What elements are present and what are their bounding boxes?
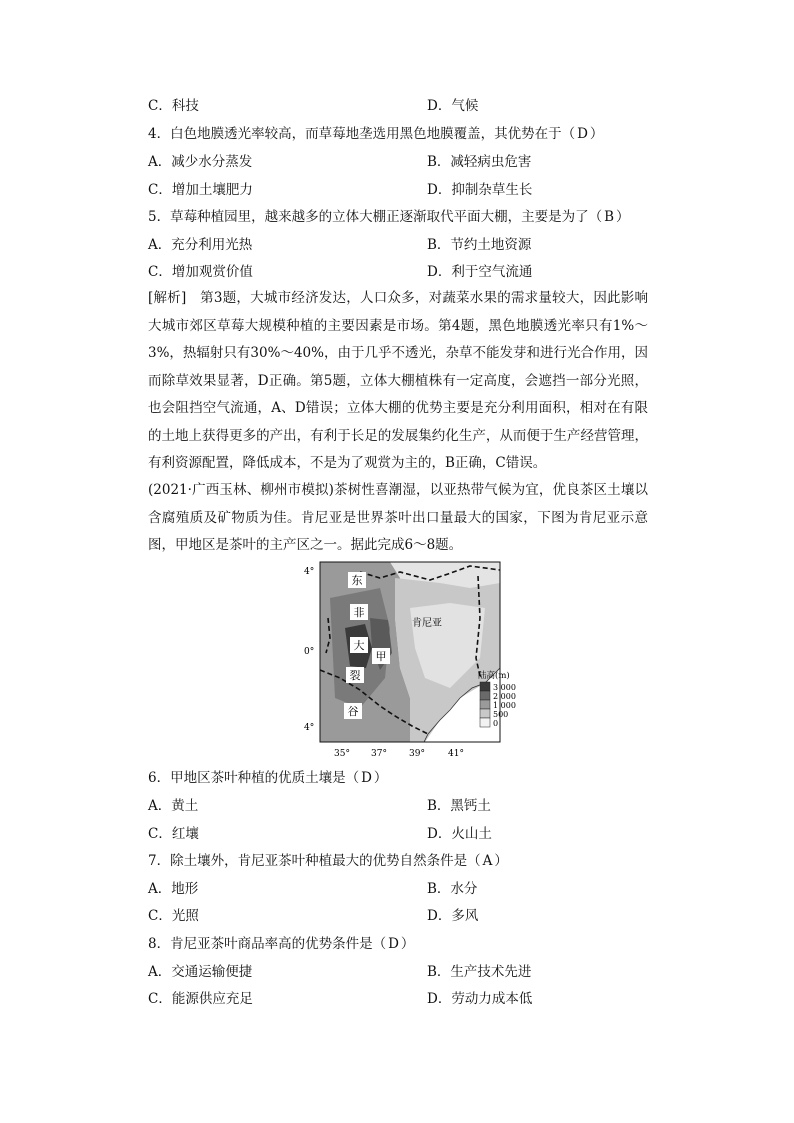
question-5-close: ）	[616, 209, 630, 225]
q6-option-d: D．火山土	[427, 826, 492, 842]
question-5-stem: 5．草莓种植园里，越来越多的立体大棚正逐渐取代平面大棚，主要是为了（	[148, 209, 603, 225]
kenya-label: 肯尼亚	[412, 618, 442, 629]
intro-paragraph: (2021·广西玉林、柳州市模拟)茶树性喜潮湿，以亚热带气候为宜，优良茶区土壤以含腐殖质及矿物质为佳。肯尼亚是世界茶叶出口量最大的国家，下图为肯尼亚示意图，甲地区是茶叶的主产区之一。据此完成6～8题。	[148, 482, 648, 553]
question-8	[148, 934, 414, 954]
lon-label-41: 41°	[448, 749, 464, 759]
q8-option-a: A．交通运输便捷	[148, 964, 253, 980]
lat-label-4n: 4°	[304, 567, 315, 577]
question-6-stem: 6．甲地区茶叶种植的优质土壤是（	[148, 770, 360, 786]
q8-option-b: B．生产技术先进	[427, 964, 532, 980]
q5-option-b: B．节约土地资源	[427, 237, 532, 253]
question-6	[148, 768, 387, 788]
q4-option-a: A．减少水分蒸发	[148, 154, 253, 170]
q5-option-c: C．增加观赏价值	[148, 264, 253, 280]
question-7-stem: 7．除土壤外，肯尼亚茶叶种植最大的优势自然条件是（	[148, 853, 481, 869]
rift-char-1: 东	[351, 574, 363, 587]
legend-swatch-1000	[480, 700, 490, 709]
legend-label-0: 0	[493, 719, 499, 728]
lat-label-0: 0°	[304, 647, 315, 657]
q4-option-b: B．减轻病虫危害	[427, 154, 532, 170]
lon-label-37: 37°	[371, 749, 387, 759]
question-6-close: ）	[373, 770, 388, 786]
q7-option-b: B．水分	[427, 881, 478, 897]
legend-label-500: 500	[493, 710, 509, 719]
rift-char-3: 大	[353, 639, 365, 652]
question-8-stem: 8．肯尼亚茶叶商品率高的优势条件是（	[148, 936, 387, 952]
question-4	[148, 124, 603, 144]
question-4-answer: D	[577, 126, 588, 142]
q8-option-d: D．劳动力成本低	[427, 991, 533, 1007]
legend-swatch-3000	[480, 682, 490, 691]
q4-option-d: D．抑制杂草生长	[427, 182, 533, 198]
q8-option-c: C．能源供应充足	[148, 991, 253, 1007]
legend-swatch-2000	[480, 691, 490, 700]
legend-label-3000: 3 000	[493, 683, 516, 692]
question-4-close: ）	[589, 126, 604, 142]
legend-title: 陆高(m)	[478, 671, 510, 681]
lon-label-39: 39°	[409, 749, 425, 759]
q6-option-b: B．黑钙土	[427, 798, 491, 814]
question-8-close: ）	[400, 936, 415, 952]
question-8-answer: D	[388, 936, 399, 952]
legend	[480, 682, 516, 728]
q6-option-a: A．黄土	[148, 798, 199, 814]
q7-option-d: D．多风	[427, 908, 479, 924]
rift-char-4: 裂	[349, 669, 361, 682]
legend-label-1000: 1 000	[493, 701, 516, 710]
legend-swatch-500	[480, 709, 490, 718]
q7-option-c: C．光照	[148, 908, 199, 924]
question-7-answer: A	[482, 853, 493, 869]
q4-option-c: C．增加土壤肥力	[148, 182, 253, 198]
question-6-answer: D	[361, 770, 372, 786]
rift-char-5: 谷	[347, 705, 359, 718]
question-5-answer: B	[604, 209, 615, 225]
q5-option-d: D．利于空气流通	[427, 264, 533, 280]
rift-char-2: 非	[353, 606, 365, 619]
legend-label-2000: 2 000	[493, 692, 516, 701]
analysis-paragraph: [解析] 第3题，大城市经济发达，人口众多，对蔬菜水果的需求量较大，因此影响大城市郊区草莓大规模种植的主要因素是市场。第4题，黑色地膜透光率只有1%～3%，热辐射只有30%～40%，由于几乎不透光，杂草不能发芽和进行光合作用，因而除草效果显著，D正确。第5题，立体大棚植株有一定高度，会遮挡一部分光照，也会阻挡空气流通，A、D错误；立体大棚的优势主要是充分利用面积，相对在有限的土地上获得更多的产出，有利于长足的发展集约化生产，从而便于生产经营管理，有利资源配置，降低成本，不是为了观赏为主的，B正确，C错误。	[148, 290, 648, 471]
lat-label-4s: 4°	[304, 723, 315, 733]
question-5	[148, 207, 630, 227]
lon-label-35: 35°	[334, 749, 350, 759]
option-d-prev: D．气候	[427, 98, 479, 114]
q5-option-a: A．充分利用光热	[148, 237, 253, 253]
q7-option-a: A．地形	[148, 881, 199, 897]
question-4-stem: 4．白色地膜透光率较高，而草莓地垄选用黑色地膜覆盖，其优势在于（	[148, 126, 576, 142]
jia-label: 甲	[375, 650, 387, 663]
option-c-prev: C．科技	[148, 98, 199, 114]
kenya-map	[300, 558, 550, 763]
question-7-close: ）	[494, 853, 508, 869]
legend-swatch-0	[480, 718, 490, 727]
q6-option-c: C．红壤	[148, 826, 199, 842]
question-7	[148, 851, 508, 871]
